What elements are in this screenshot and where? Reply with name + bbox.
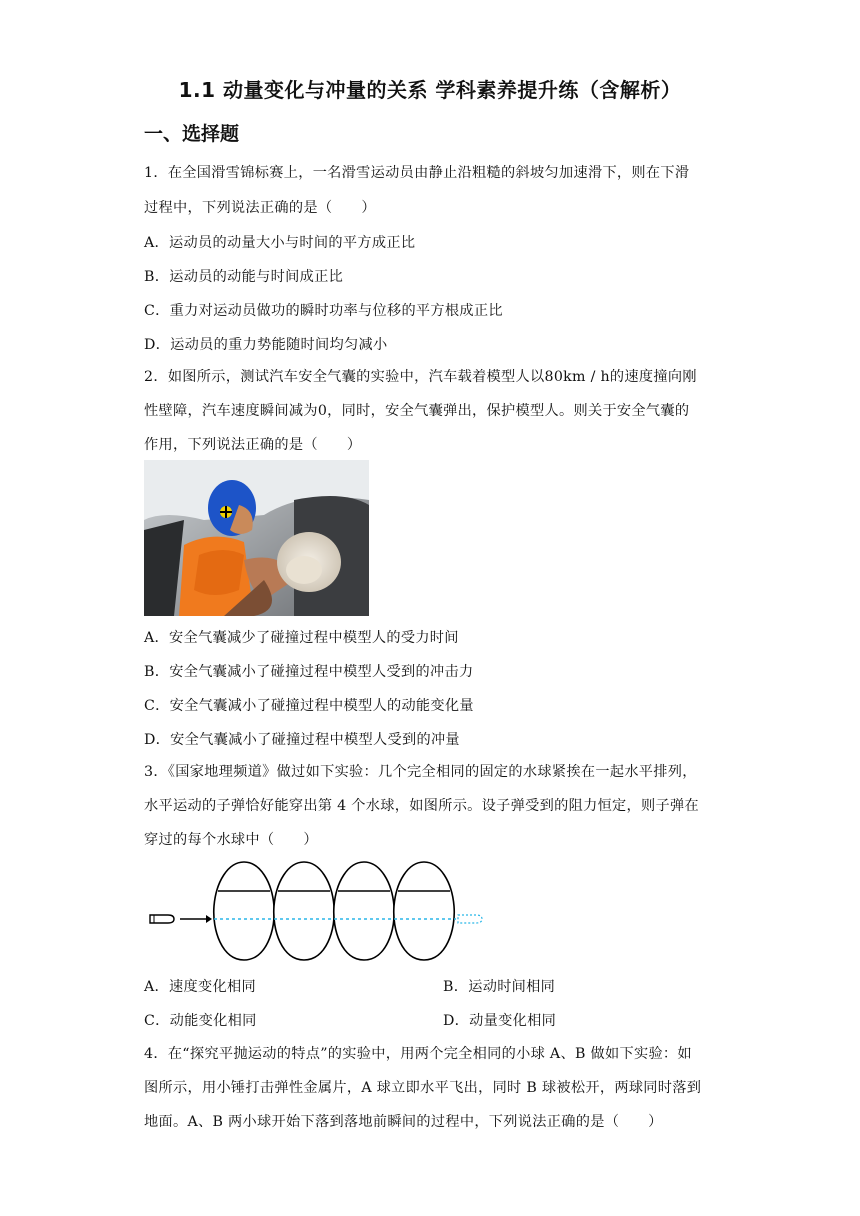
- question-1-text: 过程中，下列说法正确的是（ ）: [144, 200, 376, 216]
- exit-bullet-icon: [458, 915, 482, 923]
- question-2-text: 性壁障，汽车速度瞬间减为0，同时，安全气囊弹出，保护模型人。则关于安全气囊的: [144, 403, 690, 419]
- bullet-icon: [150, 915, 174, 923]
- question-4-text: 4．在“探究平抛运动的特点”的实验中，用两个完全相同的小球 A、B 做如下实验：如: [144, 1046, 692, 1062]
- question-1-option-b: B．运动员的动能与时间成正比: [144, 269, 344, 285]
- question-2-option-b: B．安全气囊减小了碰撞过程中模型人受到的冲击力: [144, 664, 474, 680]
- question-4-text: 图所示，用小锤打击弹性金属片，A 球立即水平飞出，同时 B 球被松开，两球同时落到: [144, 1080, 702, 1096]
- question-1-option-c: C．重力对运动员做功的瞬时功率与位移的平方根成正比: [144, 303, 503, 319]
- question-3-text: 穿过的每个水球中（ ）: [144, 832, 318, 848]
- water-balloon-diagram: [146, 858, 486, 962]
- section-heading: 一、选择题: [144, 123, 240, 145]
- question-3-option-a: A．速度变化相同: [144, 979, 256, 995]
- question-1-text: 1．在全国滑雪锦标赛上，一名滑雪运动员由静止沿粗糙的斜坡匀加速滑下，则在下滑: [144, 165, 690, 181]
- question-3-text: 3．《国家地理频道》做过如下实验：几个完全相同的固定的水球紧挨在一起水平排列，: [144, 764, 697, 780]
- page-title: 1.1 动量变化与冲量的关系 学科素养提升练（含解析）: [178, 78, 682, 102]
- question-3-option-d: D．动量变化相同: [443, 1013, 557, 1029]
- question-2-option-d: D．安全气囊减小了碰撞过程中模型人受到的冲量: [144, 732, 460, 748]
- question-3-text: 水平运动的子弹恰好能穿出第 4 个水球，如图所示。设子弹受到的阻力恒定，则子弹在: [144, 798, 699, 814]
- question-3-option-c: C．动能变化相同: [144, 1013, 257, 1029]
- arrow-icon: [180, 915, 212, 923]
- question-1-option-d: D．运动员的重力势能随时间均匀减小: [144, 337, 388, 353]
- question-3-option-b: B．运动时间相同: [443, 979, 556, 995]
- airbag-test-photo: [144, 460, 369, 616]
- question-4-text: 地面。A、B 两小球开始下落到落地前瞬间的过程中，下列说法正确的是（ ）: [144, 1114, 663, 1130]
- question-2-text: 2．如图所示，测试汽车安全气囊的实验中，汽车载着模型人以80km / h的速度撞向刚: [144, 369, 697, 385]
- question-1-option-a: A．运动员的动量大小与时间的平方成正比: [144, 235, 416, 251]
- question-2-option-c: C．安全气囊减小了碰撞过程中模型人的动能变化量: [144, 698, 474, 714]
- question-2-option-a: A．安全气囊减少了碰撞过程中模型人的受力时间: [144, 630, 459, 646]
- question-2-text: 作用，下列说法正确的是（ ）: [144, 437, 362, 453]
